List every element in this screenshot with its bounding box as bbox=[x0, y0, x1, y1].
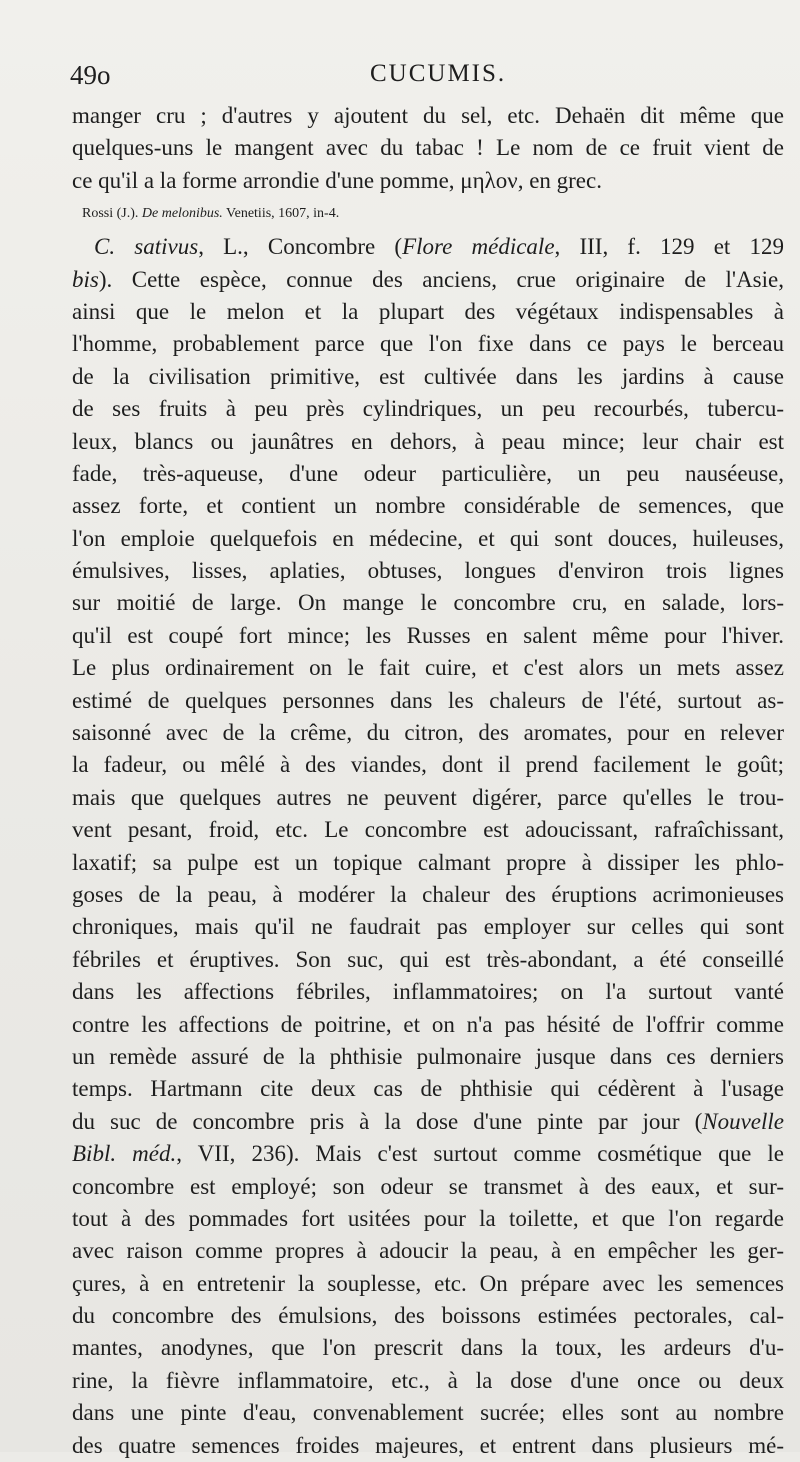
entry-heading-line bbox=[72, 231, 784, 263]
body-text bbox=[72, 100, 784, 1462]
text-line: du concombre des émulsions, des boissons estimées pectorales, cal- bbox=[72, 1303, 784, 1329]
reference-imprint: Venetiis, 1607, in-4. bbox=[226, 206, 340, 222]
text-line: l'homme, probablement parce que l'on fixe dans ce pays le berceau bbox=[72, 331, 784, 357]
reference-title: De melonibus. bbox=[141, 206, 223, 222]
text-line: mais que quelques autres ne peuvent digérer, parce qu'elles le trou- bbox=[72, 784, 784, 810]
text-span: , L., Concombre ( bbox=[198, 234, 403, 260]
text-line: temps. Hartmann cite deux cas de phthisie qui cédèrent à l'usage bbox=[72, 1076, 784, 1102]
text-line: rine, la fièvre inflammatoire, etc., à la dose d'une once ou deux bbox=[72, 1367, 784, 1393]
text-line: saisonné avec de la crême, du citron, des aromates, pour en relever bbox=[72, 720, 784, 746]
text-line: laxatif; sa pulpe est un topique calmant propre à dissiper les phlo- bbox=[72, 849, 784, 875]
text-line: quelques-uns le mangent avec du tabac ! Le nom de ce fruit vient de bbox=[72, 135, 784, 161]
text-line: émulsives, lisses, aplaties, obtuses, longues d'environ trois lignes bbox=[72, 558, 784, 584]
text-line: fade, très-aqueuse, d'une odeur particulière, un peu nauséeuse, bbox=[72, 460, 784, 486]
text-line bbox=[72, 1138, 784, 1170]
text-span: ). Cette espèce, connue des anciens, crue originaire de l'Asie, bbox=[98, 266, 784, 292]
text-line: sur moitié de large. On mange le concombre cru, en salade, lors- bbox=[72, 590, 784, 616]
text-line: manger cru ; d'autres y ajoutent du sel, etc. Dehaën dit même que bbox=[72, 103, 784, 128]
text-line: dans les affections fébriles, inflammatoires; on l'a surtout vanté bbox=[72, 979, 784, 1005]
text-line: fébriles et éruptives. Son suc, qui est très-abondant, a été conseillé bbox=[72, 946, 784, 972]
page-header bbox=[70, 60, 782, 92]
text-line: contre les affections de poitrine, et on n'a pas hésité de l'offrir comme bbox=[72, 1011, 784, 1037]
text-line bbox=[72, 1106, 784, 1138]
text-line: ce qu'il a la forme arrondie d'une pomme, μηλον, en grec. bbox=[72, 167, 602, 193]
species-name: C. sativus bbox=[94, 234, 199, 260]
bibl-med-ref: Bibl. méd. bbox=[72, 1141, 177, 1167]
text-line: la fadeur, ou mêlé à des viandes, dont il prend facilement le goût; bbox=[72, 752, 784, 778]
text-line: goses de la peau, à modérer la chaleur des éruptions acrimonieuses bbox=[72, 881, 784, 907]
text-line: vent pesant, froid, etc. Le concombre est adoucissant, rafraîchissant, bbox=[72, 817, 784, 843]
text-line: qu'il est coupé fort mince; les Russes en salent même pour l'hiver. bbox=[72, 622, 784, 648]
flore-medicale-ref: Flore médicale bbox=[402, 234, 555, 260]
text-line: l'on emploie quelquefois en médecine, et qui sont douces, huileuses, bbox=[72, 525, 784, 551]
running-head: CUCUMIS. bbox=[370, 60, 507, 87]
text-span: , VII, 236). Mais c'est surtout comme cosmétique que le bbox=[176, 1141, 784, 1167]
nouvelle-ref: Nouvelle bbox=[702, 1108, 784, 1134]
text-line: avec raison comme propres à adoucir la peau, à en empêcher les ger- bbox=[72, 1238, 784, 1264]
text-line: estimé de quelques personnes dans les chaleurs de l'été, surtout as- bbox=[72, 687, 784, 713]
text-line: assez forte, et contient un nombre considérable de semences, que bbox=[72, 493, 784, 519]
text-line: tout à des pommades fort usitées pour la toilette, et que l'on regarde bbox=[72, 1205, 784, 1231]
text-line: chroniques, mais qu'il ne faudrait pas employer sur celles qui sont bbox=[72, 914, 784, 940]
text-line: dans une pinte d'eau, convenablement sucrée; elles sont au nombre bbox=[72, 1400, 784, 1426]
text-line: ainsi que le melon et la plupart des végétaux indispensables à bbox=[72, 298, 784, 324]
text-line: des quatre semences froides majeures, et entrent dans plusieurs mé- bbox=[72, 1432, 784, 1458]
text-span: du suc de concombre pris à la dose d'une pinte par jour ( bbox=[72, 1108, 703, 1134]
text-line: de ses fruits à peu près cylindriques, un peu recourbés, tubercu- bbox=[72, 396, 784, 422]
text-line: de la civilisation primitive, est cultivée dans les jardins à cause bbox=[72, 363, 784, 389]
bis-ref: bis bbox=[72, 266, 99, 292]
reference-author: Rossi (J.). bbox=[82, 206, 139, 222]
text-line: çures, à en entretenir la souplesse, etc. On prépare avec les semences bbox=[72, 1270, 784, 1296]
text-line bbox=[72, 264, 784, 296]
bibliographic-reference bbox=[82, 197, 784, 231]
text-span: , III, f. 129 et 129 bbox=[554, 234, 784, 260]
text-line: mantes, anodynes, que l'on prescrit dans la toux, les ardeurs d'u- bbox=[72, 1335, 784, 1361]
text-line: Le plus ordinairement on le fait cuire, et c'est alors un mets assez bbox=[72, 655, 784, 681]
text-line: concombre est employé; son odeur se transmet à des eaux, et sur- bbox=[72, 1173, 784, 1199]
page-number: 49o bbox=[70, 60, 111, 90]
text-line: un remède assuré de la phthisie pulmonaire jusque dans ces derniers bbox=[72, 1043, 784, 1069]
text-line: leux, blancs ou jaunâtres en dehors, à peau mince; leur chair est bbox=[72, 428, 784, 454]
